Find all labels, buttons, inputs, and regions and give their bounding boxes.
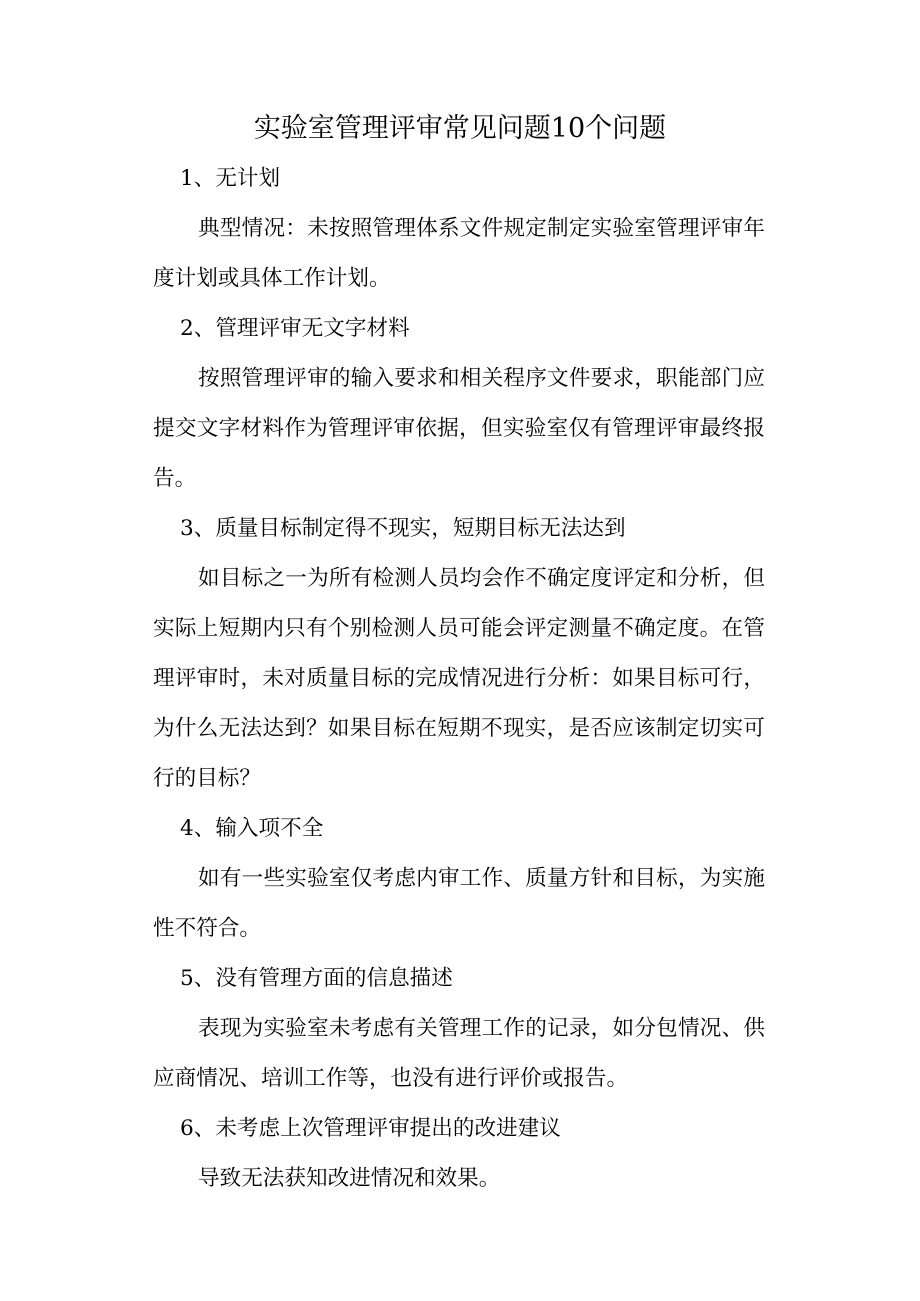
- section-body-2: 按照管理评审的输入要求和相关程序文件要求，职能部门应提交文字材料作为管理评审依据，但实验室仅有管理评审最终报告。: [153, 366, 765, 491]
- section-body-6: 导致无法获知改进情况和效果。: [198, 1166, 501, 1191]
- section-heading-4: 4、输入项不全: [180, 816, 324, 841]
- section-body-1: 典型情况：未按照管理体系文件规定制定实验室管理评审年度计划或具体工作计划。: [153, 216, 765, 291]
- section-body-3: 如目标之一为所有检测人员均会作不确定度评定和分析，但实际上短期内只有个别检测人员可能会评定测量不确定度。在管理评审时，未对质量目标的完成情况进行分析：如果目标可行，为什么无法达到？如果目标在短期不现实，是否应该制定切实可行的目标？: [153, 566, 765, 791]
- document-title: 实验室管理评审常见问题10个问题: [253, 113, 667, 144]
- section-heading-3: 3、质量目标制定得不现实，短期目标无法达到: [180, 516, 626, 541]
- section-heading-6: 6、未考虑上次管理评审提出的改进建议: [180, 1116, 561, 1141]
- section-heading-1: 1、无计划: [180, 166, 281, 191]
- section-heading-2: 2、管理评审无文字材料: [180, 316, 410, 341]
- section-heading-5: 5、没有管理方面的信息描述: [180, 966, 453, 991]
- document-body: [153, 154, 765, 1204]
- section-body-4: 如有一些实验室仅考虑内审工作、质量方针和目标，为实施性不符合。: [153, 866, 765, 941]
- section-body-5: 表现为实验室未考虑有关管理工作的记录，如分包情况、供应商情况、培训工作等，也没有进行评价或报告。: [153, 1016, 765, 1091]
